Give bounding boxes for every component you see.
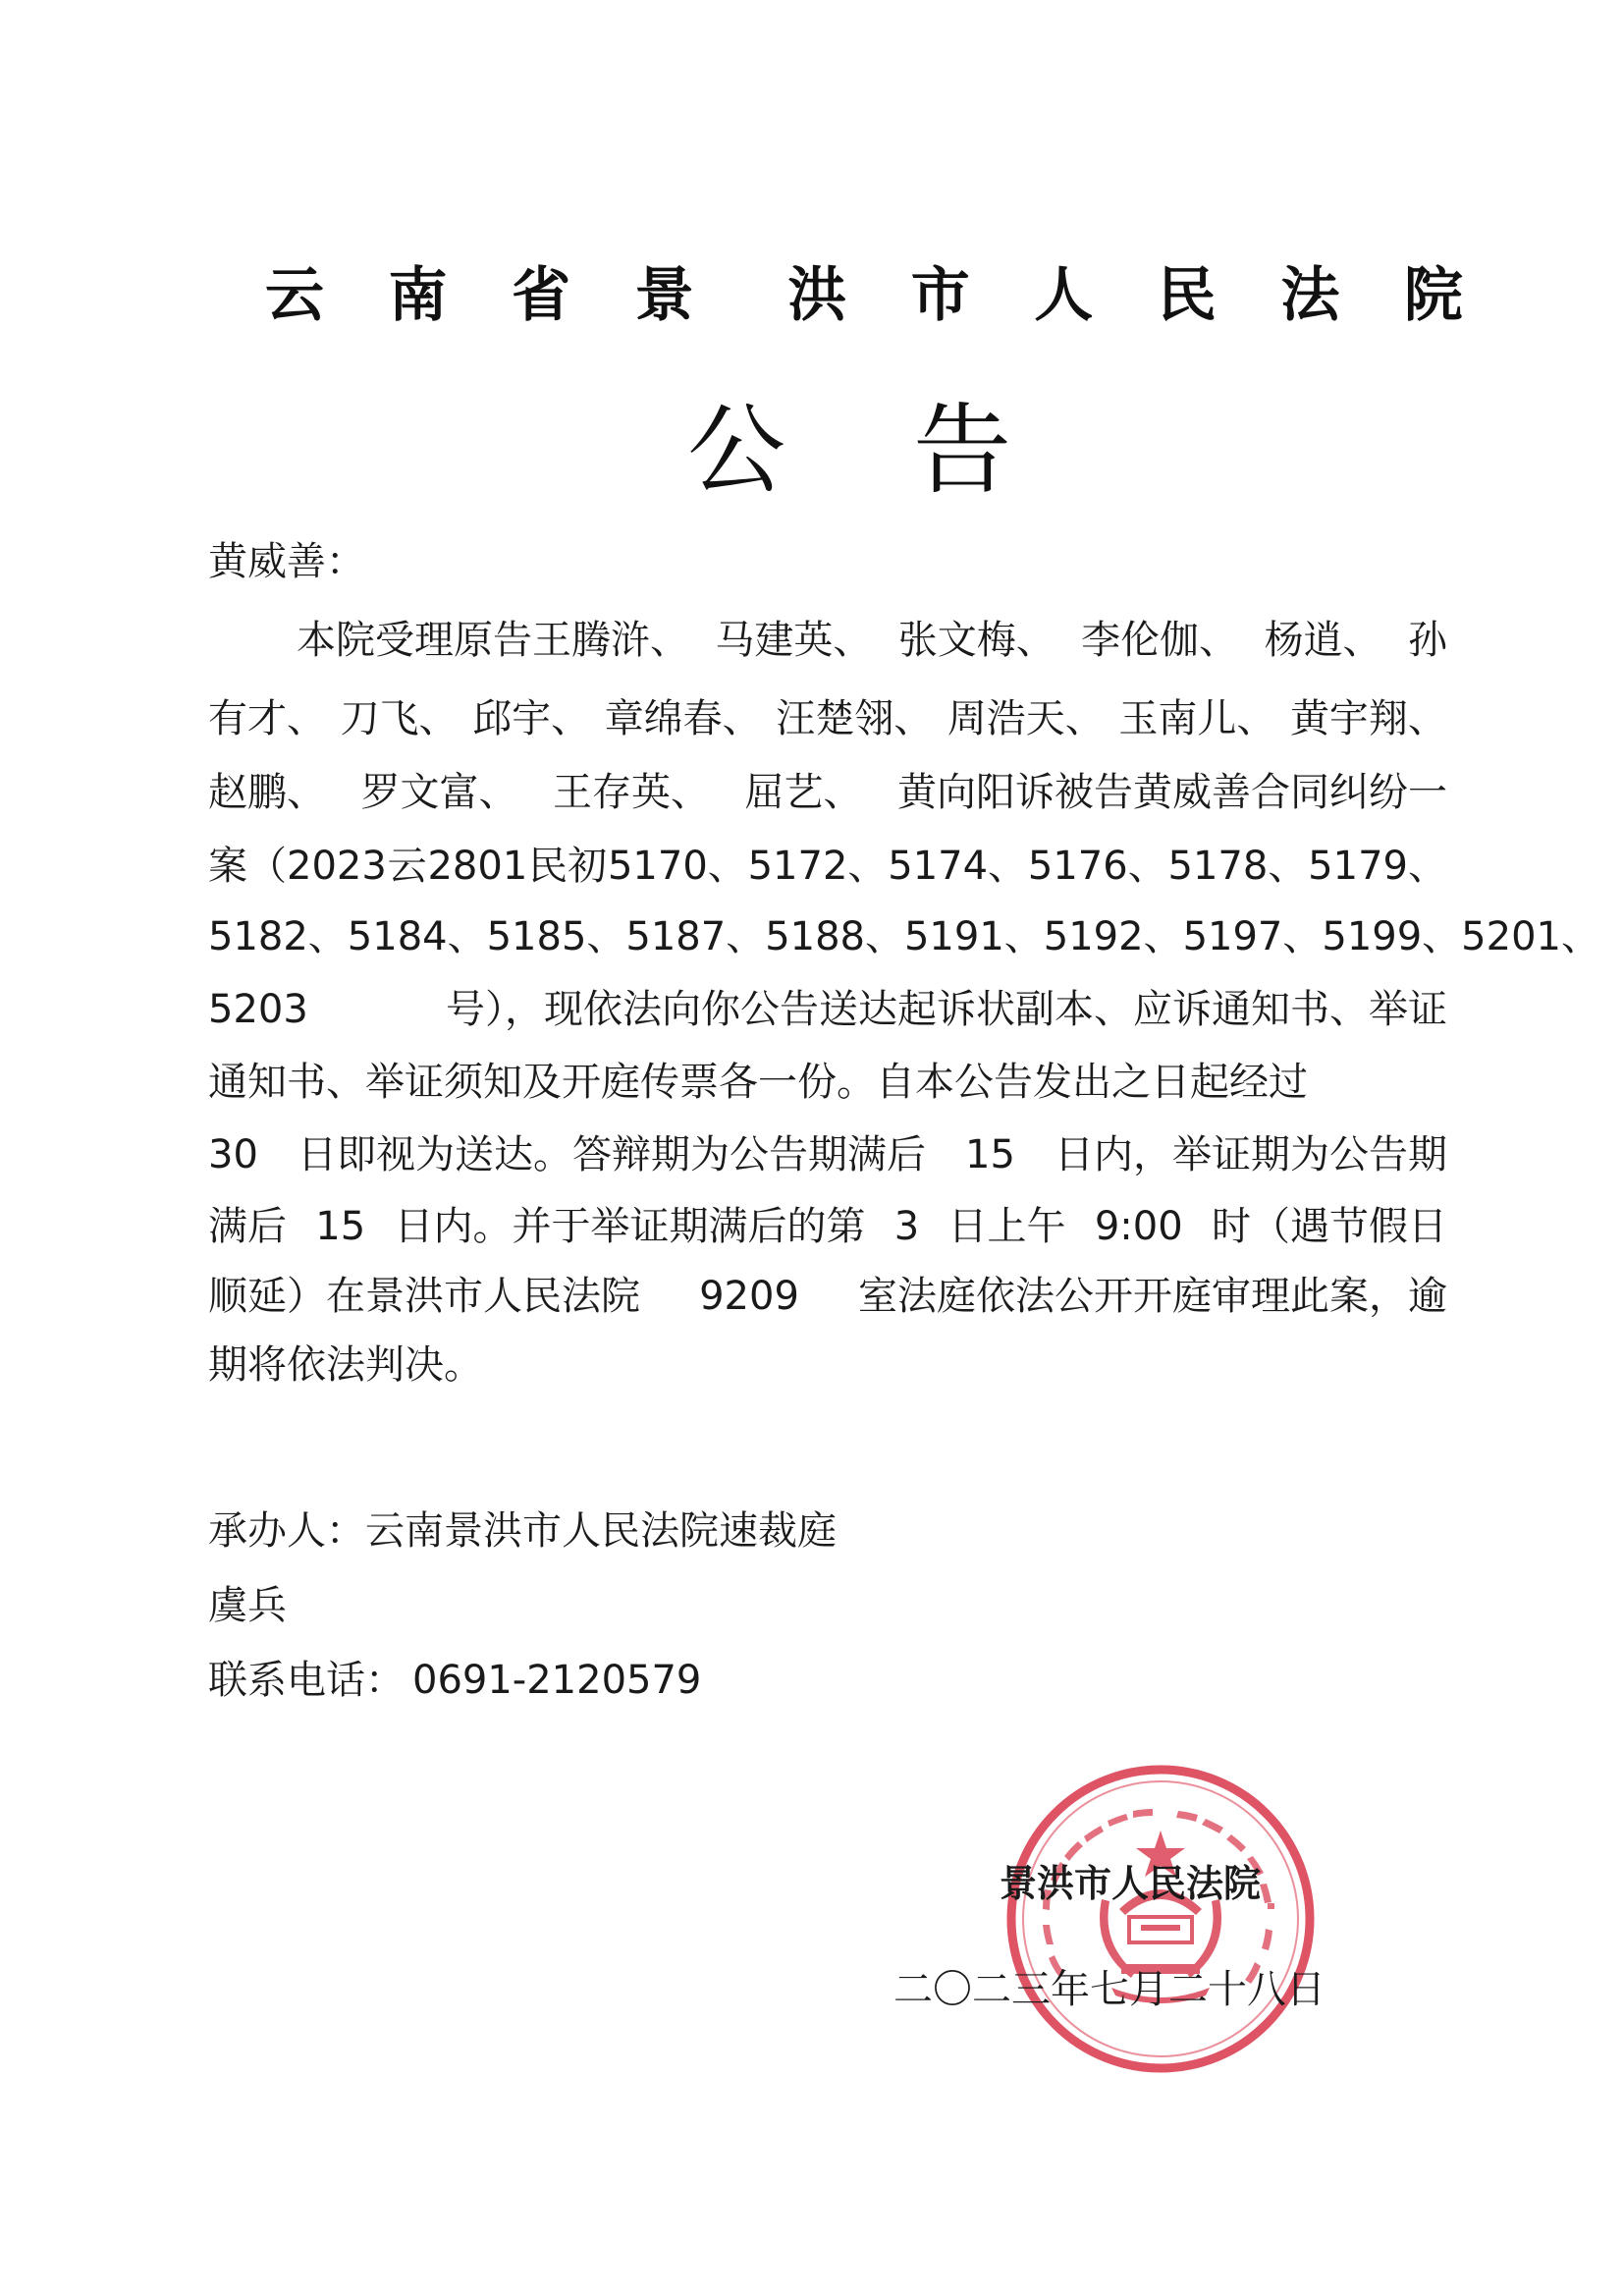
body-segment: 5172、 bbox=[747, 844, 888, 889]
body-segment: 刀飞、 bbox=[340, 696, 459, 741]
court-name-char: 南 bbox=[388, 261, 448, 330]
contact-line bbox=[208, 1656, 701, 1705]
body-segment: 案（2023 bbox=[208, 844, 387, 889]
body-segment: 5188、 bbox=[765, 914, 904, 959]
body-segment: 2801 bbox=[427, 844, 528, 889]
body-segment: 玉南儿、 bbox=[1118, 696, 1276, 741]
handler-label: 承办人：云南景洪市人民法院速裁庭 bbox=[208, 1508, 837, 1554]
title-char: 公 bbox=[687, 393, 785, 508]
court-seal-icon bbox=[1003, 1762, 1318, 2076]
body-segment: 室法庭依法公开开庭审理此案，逾 bbox=[857, 1274, 1447, 1319]
court-name-char: 景 bbox=[634, 261, 694, 330]
body-segment: 9:00 bbox=[1094, 1204, 1183, 1249]
body-segment: 本院受理原告王腾浒、 bbox=[297, 618, 689, 663]
body-line-5 bbox=[208, 912, 1600, 961]
body-segment: 5192、 bbox=[1043, 914, 1183, 959]
body-segment: 5178、 bbox=[1167, 844, 1308, 889]
body-segment: 王存英、 bbox=[553, 770, 710, 815]
body-segment: 黄宇翔、 bbox=[1289, 696, 1447, 741]
body-segment: 5203 bbox=[208, 987, 308, 1032]
body-segment: 5182、 bbox=[208, 914, 348, 959]
court-name-char: 民 bbox=[1157, 261, 1217, 330]
contact-phone: 0691-2120579 bbox=[412, 1658, 702, 1703]
body-segment: 5201、 bbox=[1461, 914, 1600, 959]
court-name-char: 市 bbox=[910, 261, 970, 330]
body-segment: 李伦伽、 bbox=[1081, 618, 1239, 663]
body-segment: 3 bbox=[893, 1204, 920, 1249]
body-segment: 日上午 bbox=[947, 1204, 1066, 1249]
body-line-1 bbox=[297, 616, 1447, 665]
body-segment: 5184、 bbox=[347, 914, 487, 959]
body-line-4 bbox=[208, 842, 1447, 891]
body-segment: 日内。并于举证期满后的第 bbox=[394, 1204, 866, 1249]
body-line-10 bbox=[208, 1272, 1447, 1321]
handler-name: 虞兵 bbox=[208, 1583, 287, 1628]
court-name-char: 云 bbox=[265, 261, 324, 330]
document-title bbox=[687, 388, 1011, 508]
body-segment: 黄向阳诉被告黄威善合同纠纷一 bbox=[897, 770, 1447, 815]
body-segment: 孙 bbox=[1407, 618, 1447, 663]
body-line-9 bbox=[208, 1202, 1447, 1251]
body-segment: 周浩天、 bbox=[947, 696, 1105, 741]
body-segment: 有才、 bbox=[208, 696, 326, 741]
body-line-6 bbox=[208, 985, 1447, 1034]
body-segment: 日内，举证期为公告期 bbox=[1055, 1132, 1447, 1177]
contact-label: 联系电话： bbox=[208, 1658, 405, 1703]
body-line-8 bbox=[208, 1130, 1447, 1179]
body-segment: 马建英、 bbox=[715, 618, 873, 663]
body-segment: 5176、 bbox=[1027, 844, 1167, 889]
court-name-char: 院 bbox=[1403, 261, 1463, 330]
body-segment: 邱宇、 bbox=[472, 696, 591, 741]
court-name-char: 省 bbox=[512, 261, 571, 330]
court-name-char: 人 bbox=[1034, 261, 1094, 330]
body-segment: 时（遇节假日 bbox=[1211, 1204, 1447, 1249]
body-segment: 5197、 bbox=[1182, 914, 1323, 959]
body-segment: 15 bbox=[315, 1204, 366, 1249]
body-segment: 号），现依法向你公告送达起诉状副本、应诉通知书、举证 bbox=[446, 987, 1447, 1032]
addressee: 黄威善： bbox=[208, 539, 365, 584]
body-segment: 5185、 bbox=[486, 914, 626, 959]
body-segment: 日即视为送达。答辩期为公告期满后 bbox=[297, 1132, 926, 1177]
body-segment: 通知书、举证须知及开庭传票各一份。自本公告发出之日起经过 bbox=[208, 1060, 1308, 1105]
body-line-2 bbox=[208, 694, 1447, 743]
body-segment: 5179、 bbox=[1308, 844, 1447, 889]
body-segment: 5199、 bbox=[1322, 914, 1462, 959]
body-segment: 章绵春、 bbox=[604, 696, 762, 741]
court-name-heading bbox=[265, 251, 1463, 330]
body-segment: 民初 bbox=[528, 844, 608, 889]
body-segment: 5170、 bbox=[607, 844, 747, 889]
body-segment: 5191、 bbox=[903, 914, 1044, 959]
body-last-line: 期将依法判决。 bbox=[208, 1342, 483, 1388]
signature-date: 二〇二三年七月二十八日 bbox=[893, 1967, 1325, 2012]
body-segment: 顺延）在景洪市人民法院 bbox=[208, 1274, 640, 1319]
title-char: 告 bbox=[913, 393, 1011, 508]
court-name-char: 法 bbox=[1280, 261, 1340, 330]
body-segment: 30 bbox=[208, 1132, 258, 1177]
body-segment: 15 bbox=[965, 1132, 1015, 1177]
body-segment: 屈艺、 bbox=[744, 770, 863, 815]
body-segment: 赵鹏、 bbox=[208, 770, 326, 815]
body-segment: 杨逍、 bbox=[1264, 618, 1382, 663]
court-name-char: 洪 bbox=[787, 261, 847, 330]
signature-court: 景洪市人民法院 bbox=[1000, 1861, 1262, 1905]
body-segment: 汪楚翎、 bbox=[776, 696, 934, 741]
body-segment: 9209 bbox=[699, 1274, 799, 1319]
body-segment: 张文梅、 bbox=[897, 618, 1055, 663]
body-segment: 5187、 bbox=[625, 914, 766, 959]
body-segment: 5174、 bbox=[888, 844, 1028, 889]
body-line-3 bbox=[208, 768, 1447, 817]
body-line-7 bbox=[208, 1058, 1447, 1107]
body-segment: 云 bbox=[387, 844, 427, 889]
body-segment: 罗文富、 bbox=[360, 770, 518, 815]
body-segment: 满后 bbox=[208, 1204, 287, 1249]
